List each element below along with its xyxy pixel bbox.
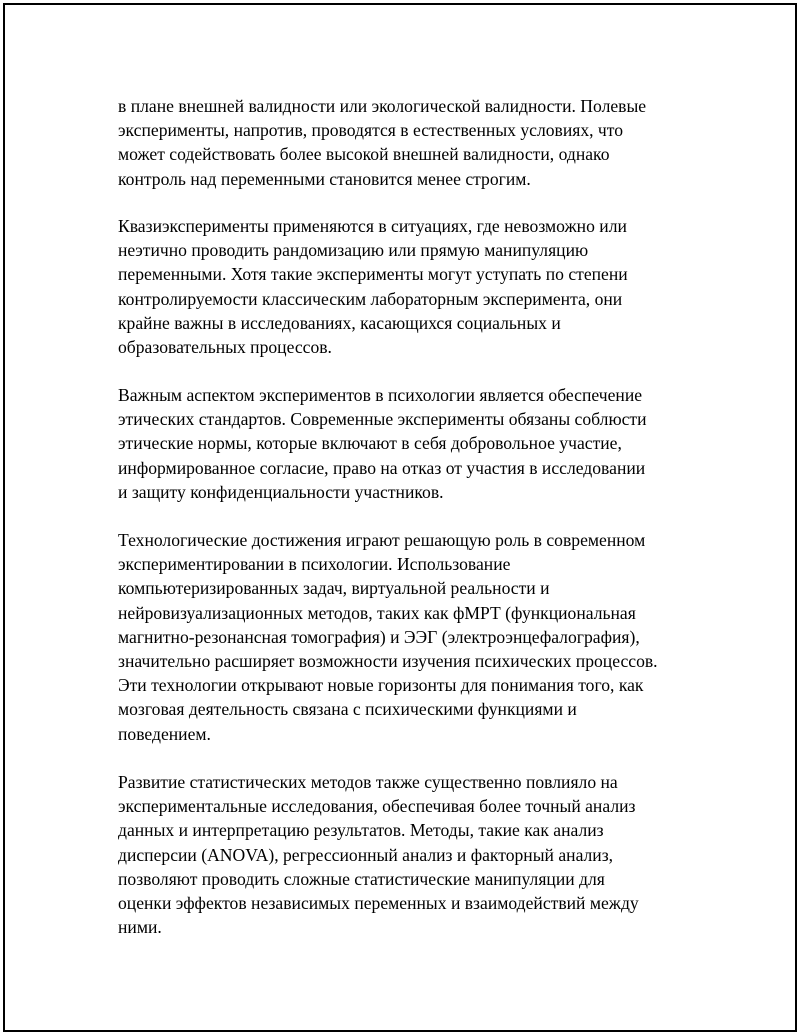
paragraph-4: [118, 528, 698, 746]
text-line: образовательных процессов.: [118, 337, 332, 358]
text-line: неэтично проводить рандомизацию или прямую манипуляцию: [118, 240, 589, 261]
text-line: этических стандартов. Современные эксперименты обязаны соблюсти: [118, 409, 647, 430]
text-line: Важным аспектом экспериментов в психологии является обеспечение: [118, 385, 643, 405]
paragraph-3: [118, 383, 698, 504]
text-line: контроль над переменными становится менее строгим.: [118, 168, 531, 189]
text-line: Технологические достижения играют решающую роль в современном: [118, 530, 646, 550]
text-line: эксперименты, напротив, проводятся в естественных условиях, что: [118, 120, 624, 141]
paragraph-2: [118, 214, 698, 359]
text-line: позволяют проводить сложные статистические манипуляции для: [118, 868, 605, 889]
text-line: может содействовать более высокой внешней валидности, однако: [118, 144, 610, 165]
text-line: нейровизуализационных методов, таких как фМРТ (функциональная: [118, 602, 636, 623]
text-line: магнитно-резонансная томография) и ЭЭГ (электроэнцефалография),: [118, 626, 640, 647]
text-line: Эти технологии открывают новые горизонты для понимания того, как: [118, 675, 644, 696]
text-line: контролируемости классическим лабораторным эксперимента, они: [118, 288, 623, 309]
text-line: в плане внешней валидности или экологической валидности. Полевые: [118, 96, 647, 116]
text-line: мозговая деятельность связана с психическими функциями и: [118, 699, 577, 720]
text-line: Развитие статистических методов также существенно повлияло на: [118, 772, 618, 792]
text-line: данных и интерпретацию результатов. Методы, такие как анализ: [118, 820, 604, 841]
text-line: экспериментальные исследования, обеспечивая более точный анализ: [118, 796, 636, 817]
text-line: крайне важны в исследованиях, касающихся социальных и: [118, 312, 561, 333]
paragraph-1: [118, 94, 698, 191]
text-line: этические нормы, которые включают в себя добровольное участие,: [118, 433, 622, 454]
text-line: и защиту конфиденциальности участников.: [118, 481, 444, 502]
text-line: компьютеризированных задач, виртуальной реальности и: [118, 578, 550, 599]
text-line: оценки эффектов независимых переменных и взаимодействий между: [118, 893, 639, 914]
text-line: значительно расширяет возможности изучения психических процессов.: [118, 651, 658, 672]
text-line: переменными. Хотя такие эксперименты могут уступать по степени: [118, 264, 628, 285]
text-line: информированное согласие, право на отказ от участия в исследовании: [118, 457, 646, 478]
text-line: ними.: [118, 917, 162, 938]
text-line: дисперсии (ANOVA), регрессионный анализ и факторный анализ,: [118, 844, 614, 865]
text-line: поведением.: [118, 723, 211, 744]
text-line: экспериментировании в психологии. Использование: [118, 554, 511, 575]
paragraph-5: [118, 770, 698, 939]
text-line: Квазиэксперименты применяются в ситуациях, где невозможно или: [118, 216, 627, 236]
